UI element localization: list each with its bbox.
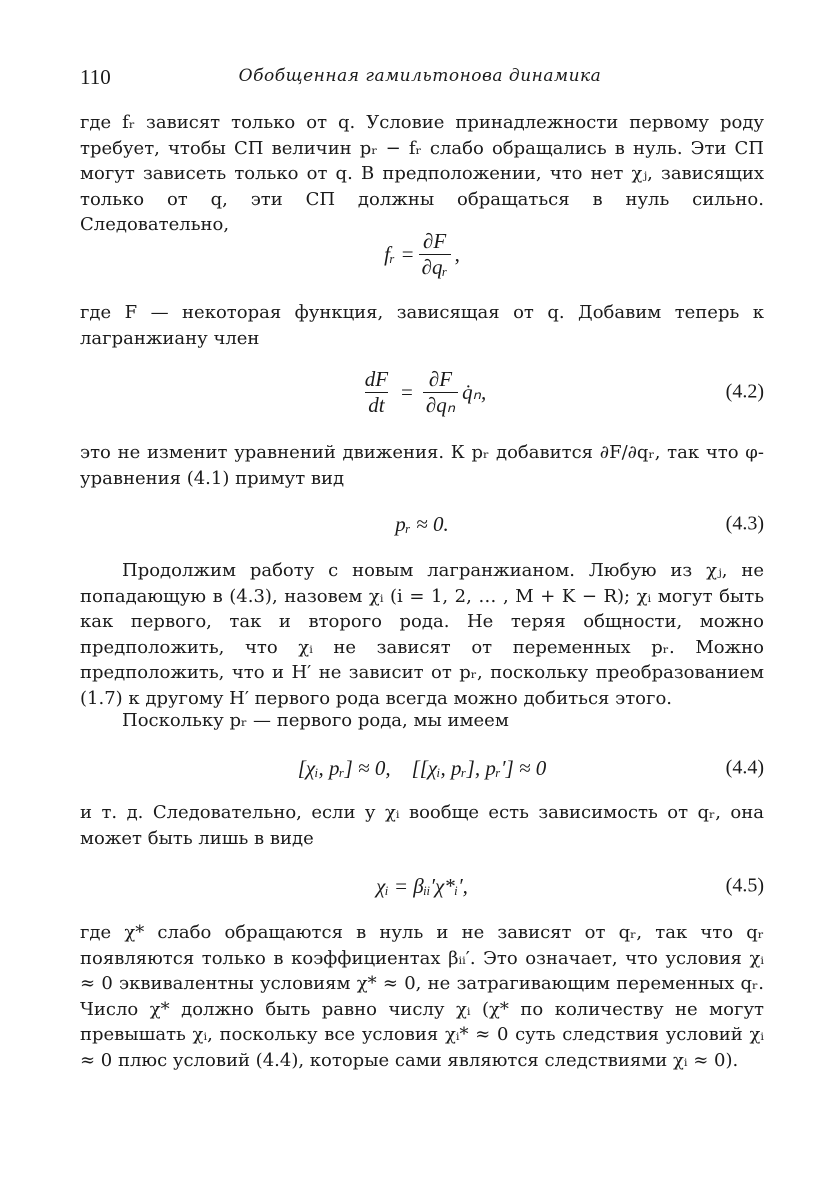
eq-f-lhs: fᵣ = xyxy=(384,241,415,266)
equation-4-3 xyxy=(80,502,764,546)
equation-4-2 xyxy=(80,367,764,417)
eq-f-tail: , xyxy=(454,241,460,266)
eq-4-2-tail: q̇ₙ, xyxy=(462,379,487,404)
eq-4-2-lhs-numerator: dF xyxy=(364,367,389,392)
eq-4-2-equals: = xyxy=(401,379,413,404)
eq-4-2-lhs-denominator: dt xyxy=(365,392,387,417)
equation-4-5 xyxy=(80,864,764,908)
paragraph-5: Поскольку pᵣ — первого рода, мы имеем xyxy=(122,710,509,731)
eq-4-2-label: (4.2) xyxy=(725,380,764,403)
eq-4-3-expression: pᵣ ≈ 0. xyxy=(395,511,449,536)
eq-4-5-expression: χᵢ = βᵢᵢ′χ*ᵢ′, xyxy=(376,873,468,898)
paragraph-3: это не изменит уравнений движения. К pᵣ добавится ∂F/∂qᵣ, так что φ-уравнения (4.1) примут вид xyxy=(80,442,764,489)
eq-4-4-expression: [χᵢ, pᵣ] ≈ 0, [[χᵢ, pᵣ], pᵣ′] ≈ 0 xyxy=(297,755,547,780)
eq-4-4-label: (4.4) xyxy=(725,756,764,779)
equation-4-4 xyxy=(80,746,764,790)
running-title: Обобщенная гамильтонова динамика xyxy=(238,66,602,86)
eq-4-5-label: (4.5) xyxy=(725,874,764,897)
paragraph-2: где F — некоторая функция, зависящая от q. Добавим теперь к лагранжиану член xyxy=(80,302,764,349)
paragraph-4: Продолжим работу с новым лагранжианом. Любую из χⱼ, не попадающую в (4.3), назовем χᵢ (i = 1, 2, … , M + K − R); χᵢ могут быть как первого, так и второго рода. Не теряя общности, можно предположить, что χᵢ не зависят от переменных pᵣ. Можно предположить, что и H′ не зависит от pᵣ, поскольку преобразованием (1.7) к другому H′ первого рода всегда можно добиться этого. xyxy=(80,560,764,709)
eq-f-denominator: ∂qᵣ xyxy=(419,254,451,279)
eq-4-3-label: (4.3) xyxy=(725,512,764,535)
paragraph-1: где fᵣ зависят только от q. Условие принадлежности первому роду требует, чтобы СП величин pᵣ − fᵣ слабо обращались в нуль. Эти СП могут зависеть только от q. В предположении, что нет χⱼ, зависящих только от q, эти СП должны обращаться в нуль сильно. Следовательно, xyxy=(80,112,764,236)
paragraph-6: и т. д. Следовательно, если у χᵢ вообще есть зависимость от qᵣ, она может быть лишь в виде xyxy=(80,802,764,849)
page-number: 110 xyxy=(80,65,111,89)
eq-f-numerator: ∂F xyxy=(422,229,447,254)
eq-4-2-rhs-fraction xyxy=(423,367,458,416)
paragraph-7: где χ* слабо обращаются в нуль и не зависят от qᵣ, так что qᵣ появляются только в коэффициентах βᵢᵢ′. Это означает, что условия χᵢ ≈ 0 эквивалентны условиям χ* ≈ 0, не затрагивающим переменных qᵣ. Число χ* должно быть равно числу χᵢ (χ* по количеству не могут превышать χᵢ, поскольку все условия χᵢ* ≈ 0 суть следствия условий χᵢ ≈ 0 плюс условий (4.4), которые сами являются следствиями χᵢ ≈ 0). xyxy=(80,922,764,1071)
eq-4-2-rhs-denominator: ∂qₙ xyxy=(423,392,458,417)
eq-4-2-rhs-numerator: ∂F xyxy=(428,367,453,392)
eq-f-fraction xyxy=(419,229,451,278)
equation-f xyxy=(80,229,764,279)
eq-4-2-lhs-fraction xyxy=(362,367,391,416)
